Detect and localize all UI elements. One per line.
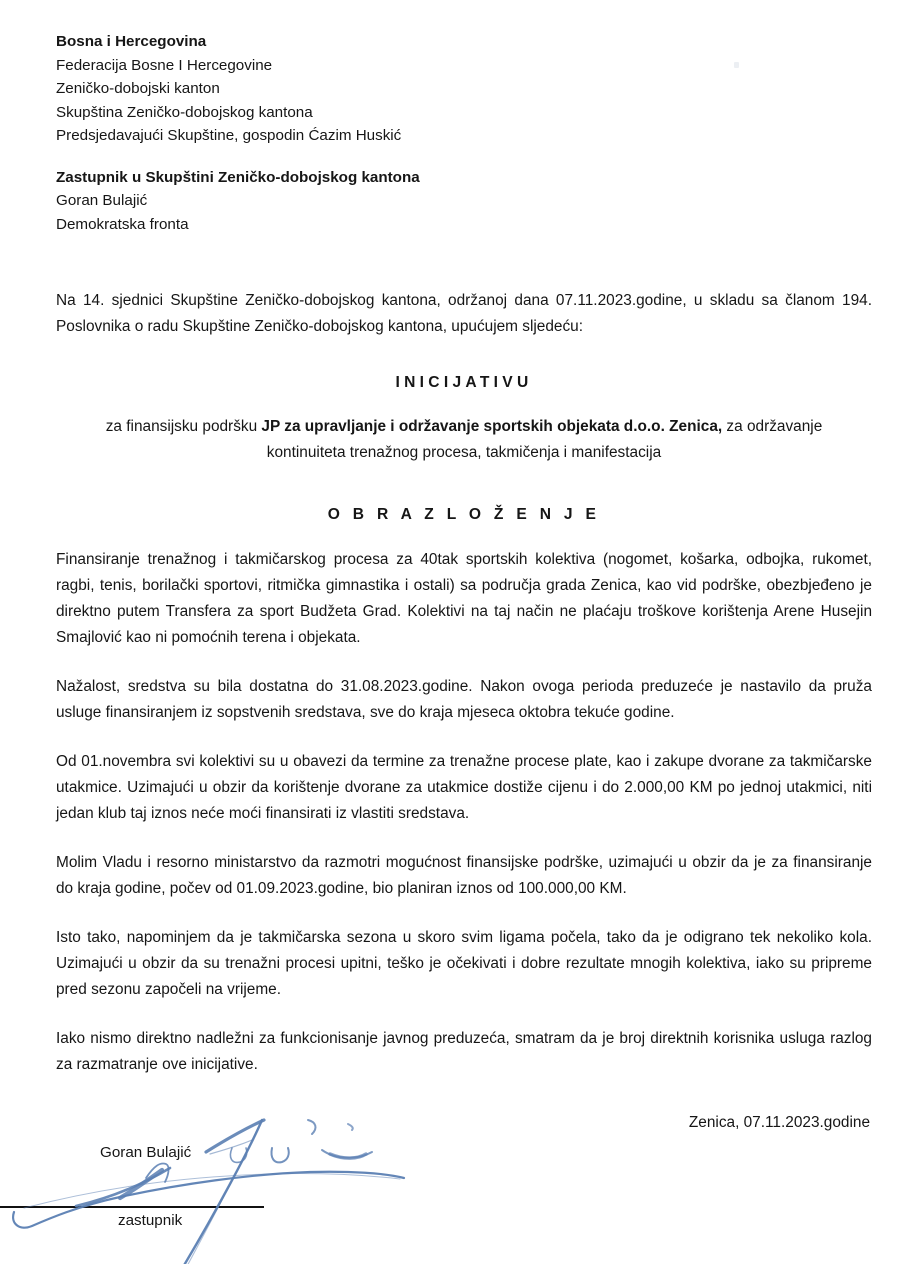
place-and-date: Zenica, 07.11.2023.godine [688, 1114, 870, 1131]
subtitle-company-name: JP za upravljanje i održavanje sportskih objekata d.o.o. Zenica, [261, 418, 723, 435]
explanation-heading: O B R A Z L O Ž E N J E [327, 506, 601, 523]
recipient-line: Federacija Bosne I Hercegovine [56, 56, 273, 74]
body-paragraph: Od 01.novembra svi kolektivi su u obavezi da termine za trenažne procese plate, kao i zakupe dvorane za takmičarske utakmice. Uzimajući u obzir da korištenje dvorane za utakmice dostiže cijenu i do 2.000,00 KM po jednoj utakmici, niti jedan klub taj iznos neće moći finansirati iz vlastiti sredstava. [56, 753, 872, 822]
signature-area [56, 1112, 872, 1264]
initiative-subtitle [56, 414, 872, 466]
recipient-line: Bosna i Hercegovina [56, 33, 207, 50]
initiative-heading: INICIJATIVU [395, 374, 533, 391]
author-line: Demokratska fronta [56, 215, 189, 233]
body-paragraph: Finansiranje trenažnog i takmičarskog procesa za 40tak sportskih kolektiva (nogomet, košarka, odbojka, rukomet, ragbi, tenis, borilački sportovi, ritmička gimnastika i ostali) sa područja grada Zenica, kao vid podrške, obezbjeđeno je direktno putem Transfera za sport Budžeta Grad. Kolektivi na taj način ne plaćaju troškove korištenja Arene Husejin Smajlović kao ni pomoćnih terena i objekata. [56, 551, 872, 646]
body-paragraph: Nažalost, sredstva su bila dostatna do 31.08.2023.godine. Nakon ovoga perioda preduzeće je nastavilo da pruža usluge finansiranjem iz sopstvenih sredstava, sve do kraja mjeseca oktobra tekuće godine. [56, 678, 872, 721]
recipient-line: Zeničko-dobojski kanton [56, 80, 220, 97]
signer-name: Goran Bulajić [100, 1144, 192, 1161]
document-content [56, 0, 872, 1264]
recipient-line: Predsjedavajući Skupštine, gospodin Ćazim Huskić [56, 127, 402, 144]
signature-rule [0, 1206, 264, 1208]
body-paragraph: Molim Vladu i resorno ministarstvo da razmotri mogućnost finansijske podrške, uzimajući u obzir da je za finansiranje do kraja godine, počev od 01.09.2023.godine, bio planiran iznos od 100.000,00 KM. [56, 854, 872, 897]
body-paragraph: Isto tako, napominjem da je takmičarska sezona u skoro svim ligama počela, tako da je odigrano tek nekoliko kola. Uzimajući u obzir da su trenažni procesi upitni, teško je očekivati i dobre rezultate mnogih kolektiva, iako su pripreme pred sezonu započeli na vrijeme. [56, 929, 872, 998]
recipient-line: Skupština Zeničko-dobojskog kantona [56, 103, 313, 121]
author-block [56, 166, 872, 237]
body-paragraph: Iako nismo direktno nadležni za funkcionisanje javnog preduzeća, smatram da je broj direktnih korisnika usluga razlog za razmatranje ove inicijative. [56, 1030, 872, 1073]
author-line: Goran Bulajić [56, 192, 148, 209]
signer-role: zastupnik [118, 1212, 183, 1229]
intro-paragraph: Na 14. sjednici Skupštine Zeničko-dobojskog kantona, održanoj dana 07.11.2023.godine, u skladu sa članom 194. Poslovnika o radu Skupštine Zeničko-dobojskog kantona, upućujem sljedeću: [56, 292, 872, 335]
subtitle-text-after: za održavanje kontinuiteta trenažnog procesa, takmičenja i manifestacija [266, 418, 823, 461]
subtitle-text-before: za finansijsku podršku [105, 418, 262, 435]
recipient-block [56, 30, 872, 148]
author-line: Zastupnik u Skupštini Zeničko-dobojskog kantona [56, 168, 420, 186]
